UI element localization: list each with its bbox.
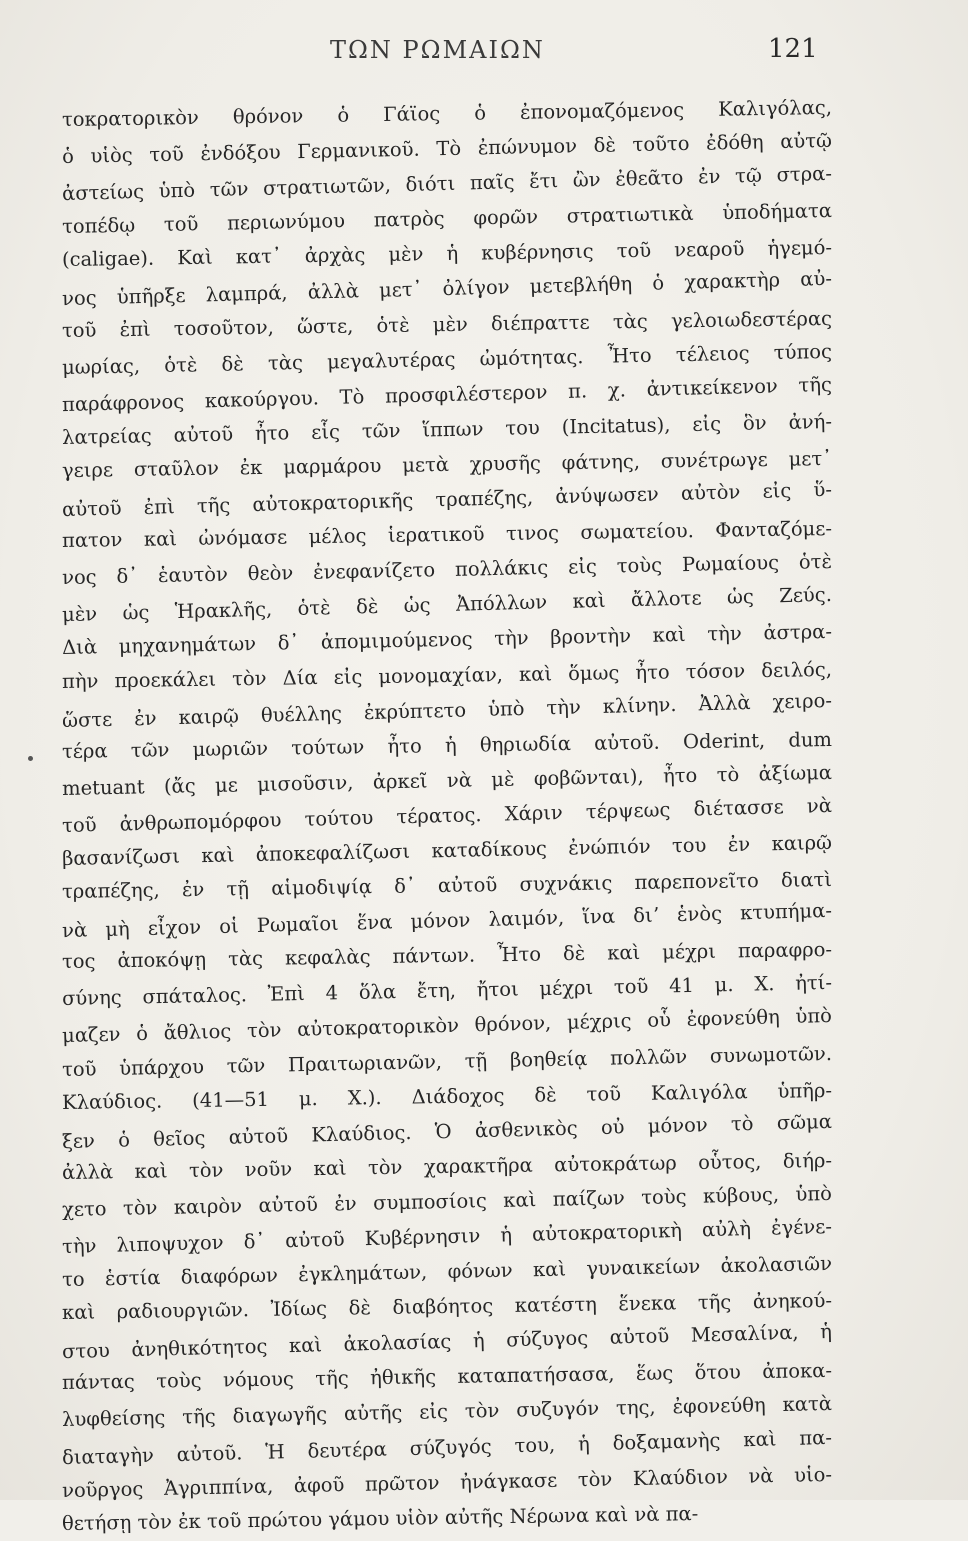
text-line: πατον καὶ ὠνόμασε μέλος ἱερατικοῦ τινος σωματείου. Φανταζόμε- xyxy=(61,517,833,553)
text-line: πάντας τοὺς νόμους τῆς ἠθικῆς καταπατήσασα, ἕως ὅτου ἀποκα- xyxy=(61,1359,833,1395)
text-line: metuant (ἄς με μισοῦσιν, ἀρκεῖ νὰ μὲ φοβῶνται), ἦτο τὸ ἀξίωμα xyxy=(61,760,833,800)
text-line: τοκρατορικὸν θρόνον ὁ Γάϊος ὁ ἐπονομαζόμενος Καλιγόλας, xyxy=(61,95,833,132)
text-line: ὥστε ἐν καιρῷ θυέλλης ἐκρύπτετο ὑπὸ τὴν κλίνην. Ἀλλὰ χειρο- xyxy=(61,688,833,732)
text-line: Διὰ μηχανημάτων δ᾿ ἀπομιμούμενος τὴν βροντὴν καὶ τὴν ἀστρα- xyxy=(61,620,833,660)
text-line: σύνης σπάταλος. Ἐπὶ 4 ὅλα ἔτη, ἤτοι μέχρι τοῦ 41 μ. Χ. ἠτί- xyxy=(61,971,833,1011)
text-line: ξεν ὁ θεῖος αὐτοῦ Κλαύδιος. Ὁ ἀσθενικὸς οὐ μόνον τὸ σῶμα xyxy=(61,1109,833,1153)
text-line: ἀλλὰ καὶ τὸν νοῦν καὶ τὸν χαρακτῆρα αὐτοκράτωρ οὗτος, διήρ- xyxy=(61,1148,833,1184)
text-line: διαταγὴν αὐτοῦ. Ἡ δευτέρα σύζυγός του, ἡ δοξαμανὴς καὶ πα- xyxy=(61,1425,833,1469)
text-line: τὴν λιποψυχον δ᾿ αὐτοῦ Κυβέρνησιν ἡ αὐτοκρατορικὴ αὐλὴ ἐγένε- xyxy=(61,1214,833,1259)
text-line: θετήσῃ τὸν ἐκ τοῦ πρώτου γάμου υἱὸν αὐτῆς Νέρωνα καὶ νὰ πα- xyxy=(61,1501,699,1535)
text-line: (caligae). Καὶ κατ᾿ ἀρχὰς μὲν ἡ κυβέρνησις τοῦ νεαροῦ ἡγεμό- xyxy=(61,236,833,272)
text-line: τέρα τῶν μωριῶν τούτων ἦτο ἡ θηριωδία αὐτοῦ. Oderint, dum xyxy=(61,727,833,763)
text-line: λατρείας αὐτοῦ ἦτο εἷς τῶν ἵππων του (Incitatus), εἰς ὃν ἀνή- xyxy=(61,409,833,449)
text-line: στου ἀνηθικότητος καὶ ἀκολασίας ἡ σύζυγος αὐτοῦ Μεσαλίνα, ἡ xyxy=(61,1320,833,1364)
text-line: τοῦ ὑπάρχου τῶν Πραιτωριανῶν, τῇ βοηθείᾳ πολλῶν συνωμοτῶν. xyxy=(61,1041,833,1081)
text-line: αὐτοῦ ἐπὶ τῆς αὐτοκρατορικῆς τραπέζης, ἀνύψωσεν αὐτὸν εἰς ὕ- xyxy=(61,477,833,522)
text-line: νὰ μὴ εἶχον οἱ Ρωμαῖοι ἕνα μόνον λαιμόν, ἵνα διʼ ἑνὸς κτυπήμα- xyxy=(61,899,833,943)
text-line: βασανίζωσι καὶ ἀποκεφαλίζωσι καταδίκους ἐνώπιόν του ἐν καιρῷ xyxy=(61,830,833,871)
margin-mark xyxy=(28,756,33,761)
text-line: τραπέζης, ἐν τῇ αἱμοδιψίᾳ δ᾿ αὐτοῦ συχνάκις παρεπονεῖτο διατὶ xyxy=(61,868,833,904)
running-head-title: ΤΩΝ ΡΩΜΑΙΩΝ xyxy=(330,36,545,64)
text-line: το ἑστία διαφόρων ἐγκλημάτων, φόνων καὶ γυναικείων ἀκολασιῶν xyxy=(61,1252,833,1292)
text-line: τος ἀποκόψῃ τὰς κεφαλὰς πάντων. Ἦτο δὲ καὶ μέχρι παραφρο- xyxy=(61,938,833,974)
text-line: νος δ᾿ ἑαυτὸν θεὸν ἐνεφανίζετο πολλάκις εἰς τοὺς Ρωμαίους ὁτὲ xyxy=(61,550,833,590)
text-line: γειρε σταῦλον ἐκ μαρμάρου μετὰ χρυσῆς φάτνης, συνέτρωγε μετ᾿ xyxy=(61,446,833,482)
page-number: 121 xyxy=(768,34,818,64)
text-line: χετο τὸν καιρὸν αὐτοῦ ἐν συμποσίοις καὶ παίζων τοὺς κύβους, ὑπὸ xyxy=(61,1181,833,1221)
text-line: πὴν προεκάλει τὸν Δία εἰς μονομαχίαν, καὶ ὅμως ἦτο τόσον δειλός, xyxy=(61,657,833,693)
text-line: μὲν ὡς Ἡρακλῆς, ὁτὲ δὲ ὡς Ἀπόλλων καὶ ἄλλοτε ὡς Ζεύς. xyxy=(61,583,833,627)
text-line: τοπέδῳ τοῦ περιωνύμου πατρὸς φορῶν στρατιωτικὰ ὑποδήματα xyxy=(61,199,833,239)
text-line: τοῦ ἀνθρωπομόρφου τούτου τέρατος. Χάριν τέρψεως διέτασσε νὰ xyxy=(61,793,833,837)
text-line: μαζεν ὁ ἄθλιος τὸν αὐτοκρατορικὸν θρόνον, μέχρις οὗ ἐφονεύθη ὑπὸ xyxy=(61,1004,833,1048)
running-head xyxy=(0,34,968,74)
text-line: ὁ υἱὸς τοῦ ἐνδόξου Γερμανικοῦ. Τὸ ἐπώνυμον δὲ τοῦτο ἐδόθη αὐτῷ xyxy=(61,129,833,169)
text-line: παράφρονος κακούργου. Τὸ προσφιλέστερον π. χ. ἀντικείκενον τῆς xyxy=(61,372,833,416)
text-line: λυφθείσης τῆς διαγωγῆς αὐτῆς εἰς τὸν συζυγόν της, ἐφονεύθη κατὰ xyxy=(61,1392,833,1432)
text-line: νος ὑπῆρξε λαμπρά, ἀλλὰ μετ᾿ ὀλίγον μετεβλήθη ὁ χαρακτὴρ αὐ- xyxy=(61,267,833,311)
text-line: καὶ ραδιουργιῶν. Ἰδίως δὲ διαβόητος κατέστη ἕνεκα τῆς ἀνηκού- xyxy=(61,1289,833,1325)
text-line: Κλαύδιος. (41—51 μ. Χ.). Διάδοχος δὲ τοῦ Καλιγόλα ὑπῆρ- xyxy=(61,1078,833,1114)
text-line: μωρίας, ὁτὲ δὲ τὰς μεγαλυτέρας ὠμότητας. Ἦτο τέλειος τύπος xyxy=(61,339,833,379)
text-line: τοῦ ἐπὶ τοσοῦτον, ὥστε, ὁτὲ μὲν διέπραττε τὰς γελοιωδεστέρας xyxy=(61,306,833,342)
body-text xyxy=(62,96,832,1535)
text-line: ἀστείως ὑπὸ τῶν στρατιωτῶν, διότι παῖς ἔτι ὢν ἐθεᾶτο ἐν τῷ στρα- xyxy=(61,162,833,206)
text-line: νοῦργος Ἀγριππίνα, ἀφοῦ πρῶτον ἠνάγκασε τὸν Κλαύδιον νὰ υἱο- xyxy=(61,1462,833,1502)
